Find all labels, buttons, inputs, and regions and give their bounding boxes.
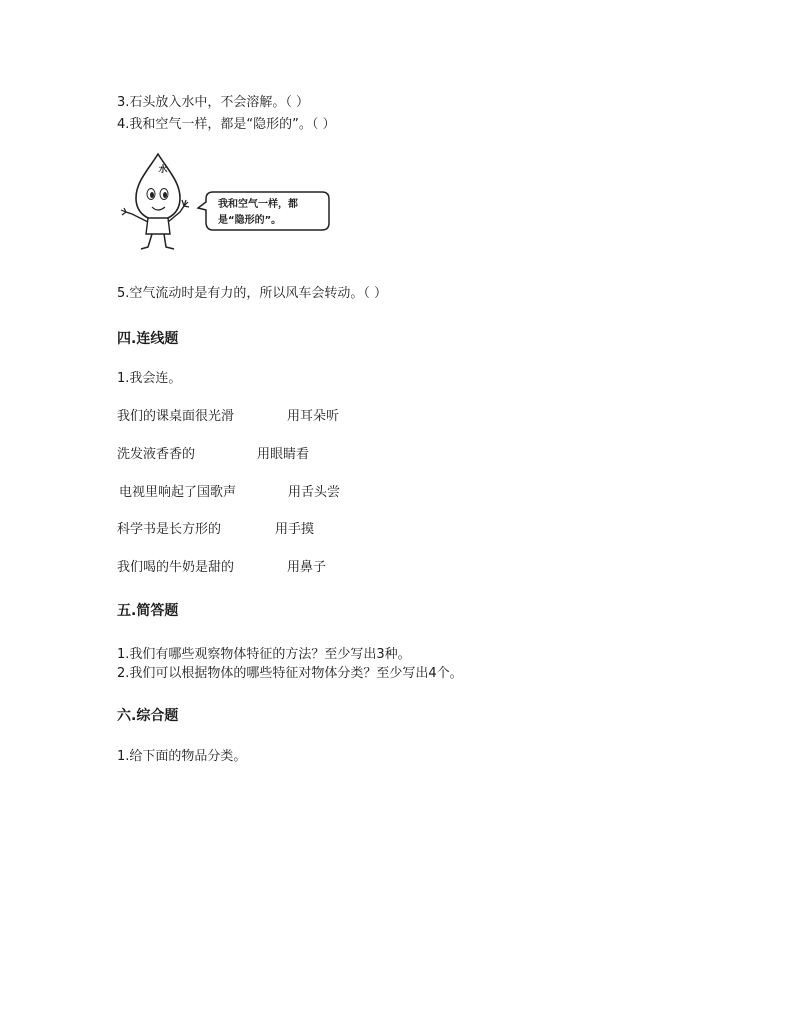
left-leg — [141, 234, 152, 249]
question-5: 5.空气流动时是有力的，所以风车会转动。（ ） — [117, 286, 388, 301]
section-5-question-1: 1.我们有哪些观察物体特征的方法？至少写出3种。 — [117, 647, 411, 662]
match-row — [117, 446, 417, 464]
match-right-item: 用耳朵听 — [287, 409, 340, 424]
question-4: 4.我和空气一样，都是“隐形的”。（ ） — [117, 117, 336, 132]
drop-body — [146, 218, 170, 234]
water-drop-illustration — [118, 150, 333, 255]
match-row — [117, 559, 417, 577]
match-left-item: 我们喝的牛奶是甜的 — [117, 560, 235, 575]
match-right-item: 用手摸 — [275, 522, 315, 537]
section-6-question-1: 1.给下面的物品分类。 — [117, 749, 247, 764]
match-right-item: 用舌头尝 — [288, 485, 341, 500]
match-left-item: 电视里响起了国歌声 — [119, 485, 237, 500]
match-row — [117, 521, 417, 539]
right-leg — [164, 234, 174, 249]
match-right-item: 用眼睛看 — [257, 447, 310, 462]
match-row — [117, 408, 417, 426]
match-right-item: 用鼻子 — [287, 560, 327, 575]
match-left-item: 洗发液香香的 — [117, 447, 196, 462]
drop-label: 水 — [158, 165, 168, 175]
section-5-title: 五.简答题 — [117, 603, 179, 619]
match-left-item: 科学书是长方形的 — [117, 522, 222, 537]
section-6-title: 六.综合题 — [117, 708, 179, 724]
bubble-line-1: 我和空气一样，都 — [218, 199, 298, 210]
question-3: 3.石头放入水中，不会溶解。（ ） — [117, 95, 310, 110]
bubble-line-2: 是“隐形的”。 — [218, 215, 282, 226]
section-5-question-2: 2.我们可以根据物体的哪些特征对物体分类？至少写出4个。 — [117, 666, 463, 681]
section-4-question-1: 1.我会连。 — [117, 371, 182, 386]
section-4-title: 四.连线题 — [117, 331, 179, 347]
match-row — [117, 484, 417, 502]
match-left-item: 我们的课桌面很光滑 — [117, 409, 235, 424]
